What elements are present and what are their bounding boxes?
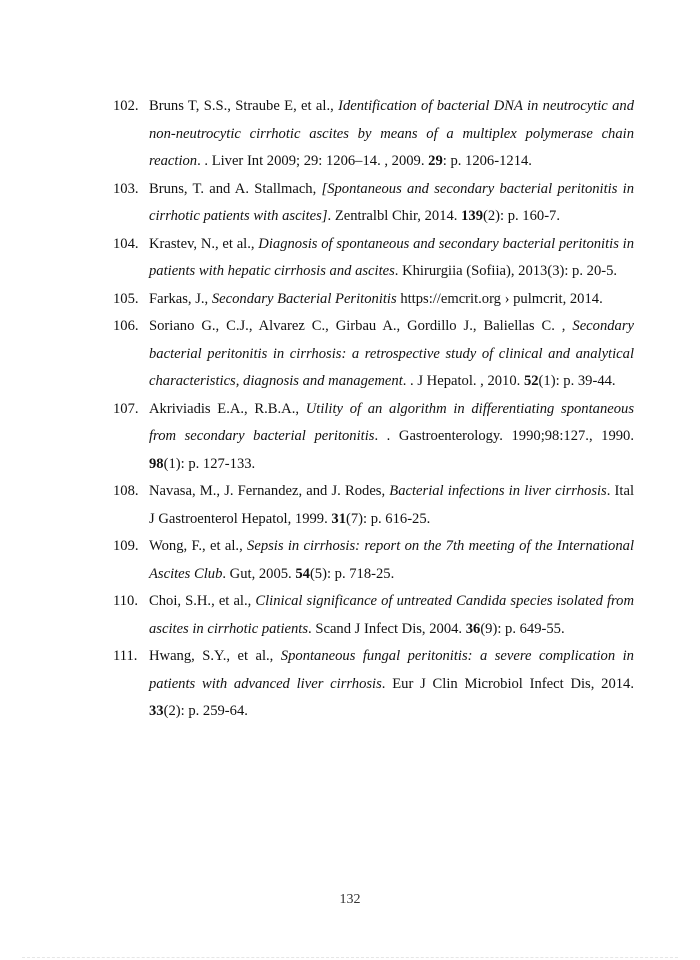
reference-authors: Bruns, T. and A. Stallmach, bbox=[149, 180, 322, 197]
reference-volume: 54 bbox=[295, 565, 310, 582]
reference-volume: 52 bbox=[523, 373, 539, 389]
reference-pages: (5): p. 718-25. bbox=[309, 565, 395, 582]
reference-item bbox=[113, 396, 634, 479]
reference-pages: (7): p. 616-25. bbox=[345, 510, 431, 527]
reference-source: . Ital J Gastroenterol Hepatol, 1999. bbox=[149, 483, 634, 527]
reference-pages: (9): p. 649-55. bbox=[480, 620, 565, 637]
reference-title: Utility of an algorithm in differentiating spontaneous from secondary bacterial peritonitis bbox=[149, 400, 634, 444]
reference-number: 110. bbox=[113, 593, 138, 609]
reference-pages: (2): p. 259-64. bbox=[163, 703, 248, 719]
reference-item bbox=[113, 533, 634, 588]
reference-volume: 139 bbox=[461, 208, 483, 224]
reference-item bbox=[113, 176, 634, 231]
reference-number: 104. bbox=[113, 235, 139, 252]
page-number: 132 bbox=[339, 892, 361, 907]
reference-number: 105. bbox=[113, 290, 139, 307]
reference-title: Secondary Bacterial Peritonitis bbox=[211, 290, 397, 307]
reference-pages: (1): p. 39-44. bbox=[538, 373, 616, 389]
reference-volume: 36 bbox=[465, 620, 481, 637]
reference-pages: (2): p. 160-7. bbox=[482, 208, 560, 224]
reference-item bbox=[113, 643, 634, 726]
reference-source: . Zentralbl Chir, 2014. bbox=[327, 208, 462, 224]
reference-source: . Scand J Infect Dis, 2004. bbox=[308, 620, 466, 637]
reference-pages: (1): p. 127-133. bbox=[163, 455, 256, 472]
reference-number: 108. bbox=[113, 483, 139, 499]
reference-source: . . Liver Int 2009; 29: 1206–14. , 2009. bbox=[197, 153, 429, 169]
reference-title: Spontaneous fungal peritonitis: a severe complication in patients with advanced liver cirrhosis bbox=[149, 648, 634, 692]
reference-item bbox=[113, 93, 634, 176]
reference-authors: Wong, F., et al., bbox=[149, 538, 248, 554]
reference-source: . . Gastroenterology. 1990;98:127., 1990. bbox=[374, 428, 635, 444]
page-bottom-divider bbox=[22, 957, 678, 958]
reference-number: 109. bbox=[113, 538, 139, 554]
reference-authors: Hwang, S.Y., et al., bbox=[149, 648, 281, 664]
reference-volume: 33 bbox=[149, 703, 164, 719]
reference-title: Clinical significance of untreated Candida species isolated from ascites in cirrhotic patients bbox=[149, 593, 634, 637]
reference-item bbox=[113, 286, 634, 314]
reference-authors: Krastev, N., et al., bbox=[149, 235, 259, 252]
reference-title: Secondary bacterial peritonitis in cirrhosis: a retrospective study of clinical and analytical characteristics, diagnosis and management bbox=[149, 318, 634, 389]
reference-item bbox=[113, 231, 634, 286]
reference-source: . Gut, 2005. bbox=[222, 565, 296, 582]
reference-volume: 98 bbox=[149, 455, 164, 472]
reference-source: https://emcrit.org › pulmcrit, 2014. bbox=[396, 290, 603, 307]
reference-pages: : p. 1206-1214. bbox=[442, 153, 532, 169]
reference-title: Diagnosis of spontaneous and secondary bacterial peritonitis in patients with hepatic cirrhosis and ascites bbox=[149, 235, 634, 279]
reference-authors: Navasa, M., J. Fernandez, and J. Rodes, bbox=[149, 483, 390, 499]
reference-number: 103. bbox=[113, 180, 139, 197]
reference-title: Bacterial infections in liver cirrhosis bbox=[389, 483, 607, 499]
reference-list bbox=[113, 93, 634, 726]
reference-volume: 29 bbox=[428, 153, 443, 169]
reference-volume: 31 bbox=[331, 510, 346, 527]
reference-authors: Bruns T, S.S., Straube E, et al., bbox=[149, 98, 339, 114]
reference-item bbox=[113, 588, 634, 643]
reference-authors: Farkas, J., bbox=[149, 290, 212, 307]
reference-number: 102. bbox=[113, 98, 139, 114]
reference-authors: Soriano G., C.J., Alvarez C., Girbau A., Gordillo J., Baliellas C. , bbox=[149, 318, 573, 334]
reference-item bbox=[113, 478, 634, 533]
reference-title: Identification of bacterial DNA in neutrocytic and non-neutrocytic cirrhotic ascites by means of a multiplex polymerase chain reaction bbox=[149, 98, 634, 169]
reference-number: 111. bbox=[113, 648, 138, 664]
reference-number: 107. bbox=[113, 400, 139, 417]
reference-source: . Eur J Clin Microbiol Infect Dis, 2014. bbox=[381, 675, 634, 692]
reference-item bbox=[113, 313, 634, 396]
reference-title: [Spontaneous and secondary bacterial peritonitis in cirrhotic patients with ascites] bbox=[149, 180, 635, 224]
reference-source: . Khirurgiia (Sofiia), 2013(3): p. 20-5. bbox=[394, 263, 618, 279]
reference-source: . . J Hepatol. , 2010. bbox=[402, 373, 524, 389]
reference-number: 106. bbox=[113, 318, 139, 334]
reference-title: Sepsis in cirrhosis: report on the 7th meeting of the International Ascites Club bbox=[149, 538, 634, 582]
reference-authors: Akriviadis E.A., R.B.A., bbox=[149, 400, 306, 417]
reference-authors: Choi, S.H., et al., bbox=[149, 593, 256, 609]
